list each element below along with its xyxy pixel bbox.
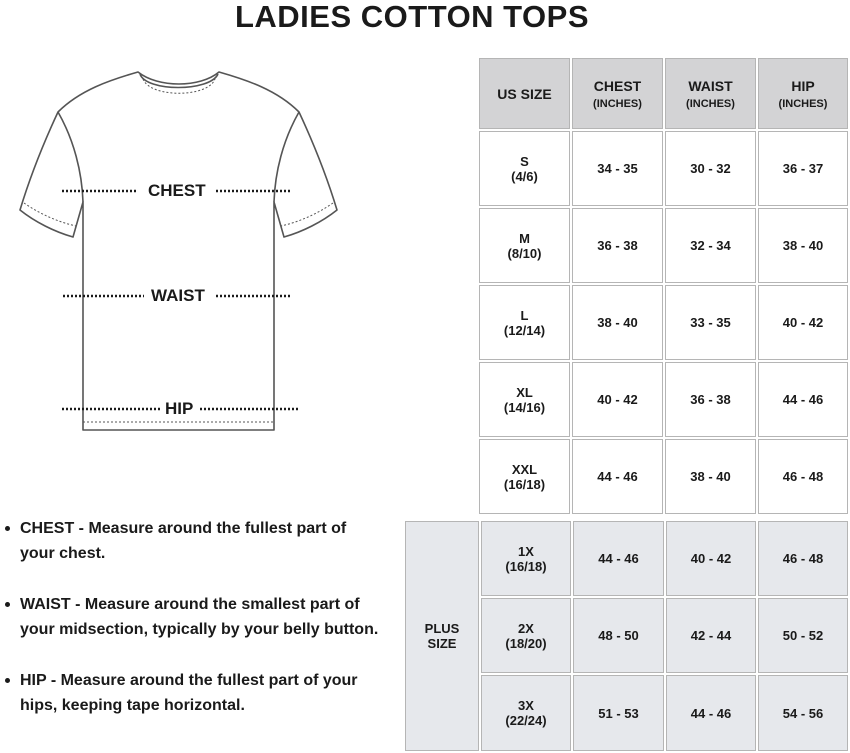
hip-cell-2x: 50 - 52 [758, 598, 848, 673]
bullet-icon [5, 526, 10, 531]
hip-measure-label: HIP [161, 400, 197, 418]
size-cell-l: L (12/14) [479, 285, 570, 360]
size-cell-xl: XL (14/16) [479, 362, 570, 437]
waist-cell-s: 30 - 32 [665, 131, 756, 206]
hip-cell-l: 40 - 42 [758, 285, 848, 360]
size-cell-s: S (4/6) [479, 131, 570, 206]
size-cell-m: M (8/10) [479, 208, 570, 283]
size-cell-2x: 2X (18/20) [481, 598, 571, 673]
header-waist: WAIST (INCHES) [665, 58, 756, 129]
instruction-waist: WAIST - Measure around the smallest part of your midsection, typically by your belly button. [0, 592, 380, 642]
waist-cell-xl: 36 - 38 [665, 362, 756, 437]
size-cell-1x: 1X (16/18) [481, 521, 571, 596]
bullet-icon [5, 602, 10, 607]
chest-cell-1x: 44 - 46 [573, 521, 664, 596]
waist-cell-3x: 44 - 46 [666, 675, 756, 751]
hip-cell-xl: 44 - 46 [758, 362, 848, 437]
hip-cell-xxl: 46 - 48 [758, 439, 848, 514]
chest-cell-l: 38 - 40 [572, 285, 663, 360]
waist-cell-xxl: 38 - 40 [665, 439, 756, 514]
page-title: LADIES COTTON TOPS [234, 0, 590, 34]
chest-cell-3x: 51 - 53 [573, 675, 664, 751]
chest-measure-label: CHEST [144, 182, 210, 200]
waist-cell-1x: 40 - 42 [666, 521, 756, 596]
waist-measure-label: WAIST [147, 287, 209, 305]
waist-cell-l: 33 - 35 [665, 285, 756, 360]
hip-cell-3x: 54 - 56 [758, 675, 848, 751]
plus-size-label: PLUS SIZE [405, 521, 479, 751]
size-cell-3x: 3X (22/24) [481, 675, 571, 751]
instruction-hip: HIP - Measure around the fullest part of your hips, keeping tape horizontal. [0, 668, 380, 718]
hip-cell-m: 38 - 40 [758, 208, 848, 283]
bullet-icon [5, 678, 10, 683]
instruction-chest: CHEST - Measure around the fullest part of your chest. [0, 516, 380, 566]
hip-cell-s: 36 - 37 [758, 131, 848, 206]
header-hip: HIP (INCHES) [758, 58, 848, 129]
chest-cell-xl: 40 - 42 [572, 362, 663, 437]
chest-cell-2x: 48 - 50 [573, 598, 664, 673]
tshirt-illustration-icon [10, 62, 350, 442]
header-chest: CHEST (INCHES) [572, 58, 663, 129]
size-cell-xxl: XXL (16/18) [479, 439, 570, 514]
measurement-instructions [0, 516, 380, 744]
waist-cell-m: 32 - 34 [665, 208, 756, 283]
chest-cell-m: 36 - 38 [572, 208, 663, 283]
chest-cell-s: 34 - 35 [572, 131, 663, 206]
header-us-size: US SIZE [479, 58, 570, 129]
waist-cell-2x: 42 - 44 [666, 598, 756, 673]
chest-cell-xxl: 44 - 46 [572, 439, 663, 514]
hip-cell-1x: 46 - 48 [758, 521, 848, 596]
